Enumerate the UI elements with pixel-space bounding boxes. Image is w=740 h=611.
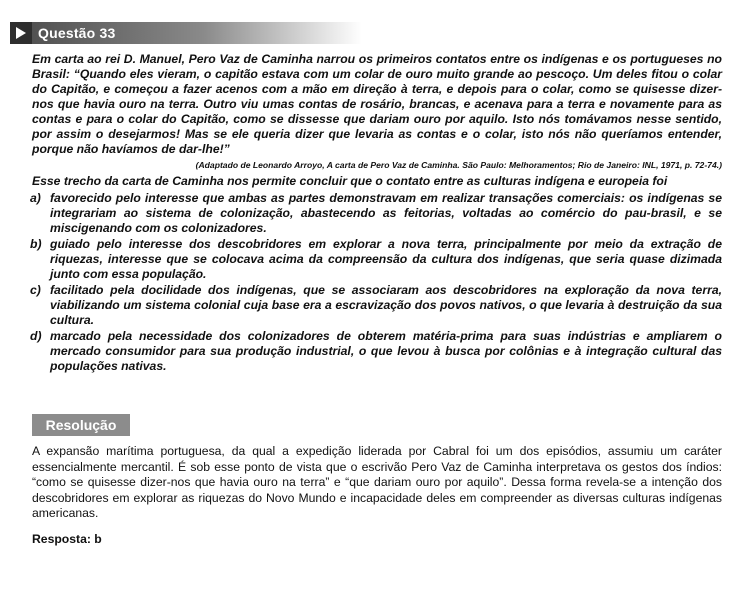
resolution-text: A expansão marítima portuguesa, da qual a expedição liderada por Cabral foi um dos episódios, assumiu um caráter essencialmente mercantil. É sob esse ponto de vista que o escrivão Pero Vaz de Caminha interpretava os gestos dos índios: “como se quisesse dizer-nos que havia ouro na terra” e “que dariam ouro por aquilo”. Dessa forma revela-se a intenção dos descobridores em explorar as riquezas do Novo Mundo e incapacidade deles em compreender as diversas culturas indígenas americanas.: [32, 444, 722, 521]
question-header: [10, 22, 362, 44]
question-title: Questão 33: [38, 25, 116, 41]
option-letter: a): [30, 191, 41, 205]
answer-options: [32, 191, 722, 374]
answer-text: Resposta: b: [32, 532, 102, 546]
option-text: favorecido pelo interesse que ambas as partes demonstravam em realizar transações comerciais: os indígenas se integrariam ao sistema de colonização, abastecendo as feitorias, voltadas ao comércio do pau-brasil, e se miscigenando com os colonizadores.: [50, 191, 722, 235]
option-text: facilitado pela docilidade dos indígenas, que se associaram aos descobridores na exploração da nova terra, viabilizando um sistema colonial cuja base era a escravização dos povos nativos, o que levaria à destruição da sua cultura.: [50, 283, 722, 327]
option-text: guiado pelo interesse dos descobridores em explorar a nova terra, principalmente por meio da extração de riquezas, interesse que se colocava acima da compreensão da cultura dos indígenas, que seria quase dizimada junto com essa população.: [50, 237, 722, 281]
play-arrow-icon: [10, 22, 32, 44]
option-letter: b): [30, 237, 42, 251]
option-d: [32, 329, 722, 374]
question-prompt: Esse trecho da carta de Caminha nos permite concluir que o contato entre as culturas indígena e europeia foi: [32, 174, 668, 188]
option-c: [32, 283, 722, 328]
option-a: [32, 191, 722, 236]
question-body: [32, 52, 722, 375]
option-letter: c): [30, 283, 41, 297]
option-text: marcado pela necessidade dos colonizadores de obterem matéria-prima para suas indústrias e ampliarem o mercado consumidor para sua produção industrial, o que levou à busca por colônias e à integração cultural das populações nativas.: [50, 329, 722, 373]
question-intro: Em carta ao rei D. Manuel, Pero Vaz de Caminha narrou os primeiros contatos entre os indígenas e os portugueses no Brasil: “Quando eles vieram, o capitão estava com um colar de ouro muito grande ao pescoço. Um deles fitou o colar do Capitão, e começou a fazer acenos com a mão em direção à terra, e depois para o colar, como se quisesse dizer-nos que havia ouro na terra. Outro viu umas contas de rosário, brancas, e acenava para a terra e novamente para as contas e para o colar do Capitão, como se dissesse que dariam ouro por aquilo. Isto nós tomávamos nesse sentido, por assim o desejarmos! Mas se ele queria dizer que levaria as contas e o colar, isto nós não queríamos entender, porque não havíamos de dar-lhe!”: [32, 52, 722, 156]
option-letter: d): [30, 329, 42, 343]
resolution-header: [32, 414, 130, 436]
resolution-title: Resolução: [45, 417, 117, 433]
citation-source: (Adaptado de Leonardo Arroyo, A carta de Pero Vaz de Caminha. São Paulo: Melhoramentos; Rio de Janeiro: INL, 1971, p. 72-74.): [195, 160, 722, 170]
option-b: [32, 237, 722, 282]
